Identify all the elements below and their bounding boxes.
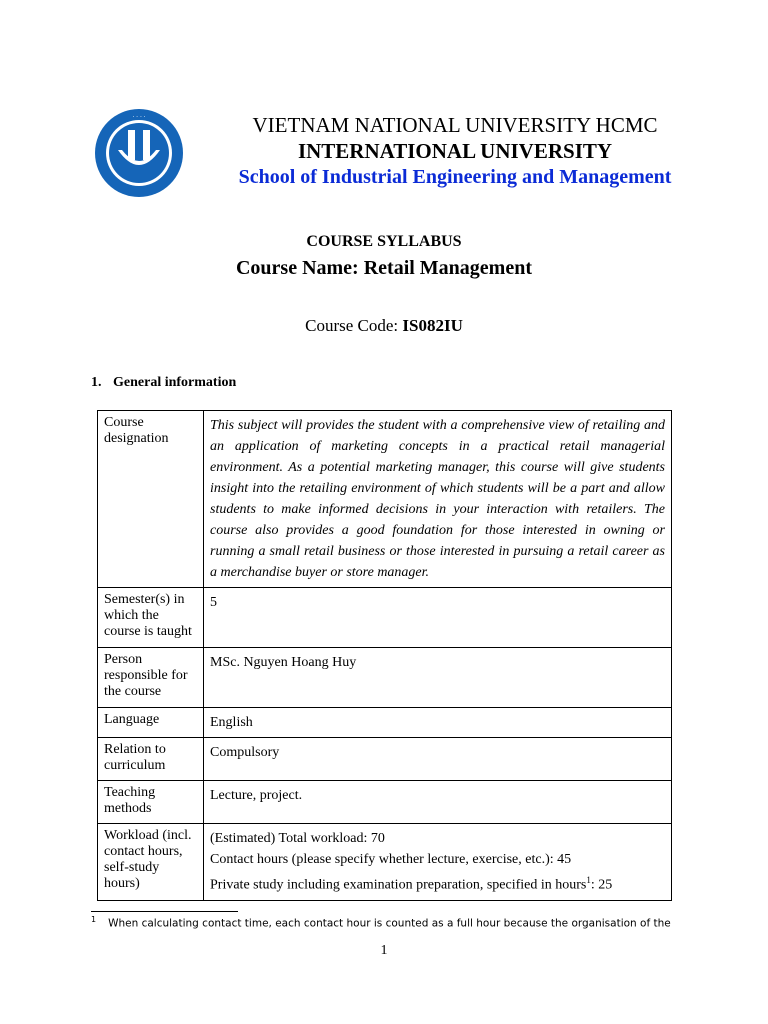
row-value: Compulsory xyxy=(204,738,672,781)
row-value xyxy=(204,824,672,901)
svg-text:· · · ·: · · · · xyxy=(132,114,146,121)
section-heading xyxy=(91,375,236,391)
footnote-ref[interactable]: 1 xyxy=(586,875,591,885)
private-study-hours: : 25 xyxy=(590,877,613,893)
table-row xyxy=(98,588,672,648)
footnote-text: When calculating contact time, each contact hour is counted as a full hour because the organisation of the xyxy=(108,917,671,930)
syllabus-label: COURSE SYLLABUS xyxy=(306,233,462,250)
row-value: This subject will provides the student with a comprehensive view of retailing and an application of marketing concepts in a practical retail managerial environment. As a potential marketing manager, this course will give students insight into the retailing environment of which students will be a part and allow students to make informed decisions in your interaction with retailers. The course also provides a good foundation for those interested in owning or running a small retail business or those interested in pursuing a retail career as a merchandise buyer or store manager. xyxy=(204,411,672,588)
national-university-name: VIETNAM NATIONAL UNIVERSITY HCMC xyxy=(252,113,658,137)
row-value: 5 xyxy=(204,588,672,648)
table-row xyxy=(98,708,672,738)
row-key: Person responsible for the course xyxy=(98,648,204,708)
footnote-separator xyxy=(91,911,238,912)
general-info-table xyxy=(97,410,672,901)
total-workload: (Estimated) Total workload: 70 xyxy=(210,831,385,846)
page-number: 1 xyxy=(380,943,388,958)
row-key: Language xyxy=(98,708,204,738)
row-value: Lecture, project. xyxy=(204,781,672,824)
university-header xyxy=(205,112,705,190)
private-study-line xyxy=(210,870,665,896)
row-value: English xyxy=(204,708,672,738)
row-value: MSc. Nguyen Hoang Huy xyxy=(204,648,672,708)
footnote-marker: 1 xyxy=(91,915,97,924)
course-code: IS082IU xyxy=(402,316,463,335)
row-key: Workload (incl. contact hours, self-study hours) xyxy=(98,824,204,901)
school-name: School of Industrial Engineering and Management xyxy=(238,166,672,188)
course-code-label: Course Code: xyxy=(305,316,403,335)
course-code-line xyxy=(0,316,768,336)
course-name: Course Name: Retail Management xyxy=(235,257,533,279)
section-number: 1. xyxy=(91,375,102,390)
university-logo xyxy=(94,108,184,198)
row-key: Semester(s) in which the course is taught xyxy=(98,588,204,648)
table-row xyxy=(98,648,672,708)
international-university-name: INTERNATIONAL UNIVERSITY xyxy=(297,139,613,163)
private-study-label: Private study including examination preparation, specified in hours xyxy=(210,877,587,893)
row-key: Relation to curriculum xyxy=(98,738,204,781)
table-row xyxy=(98,738,672,781)
row-key: Teaching methods xyxy=(98,781,204,824)
table-row xyxy=(98,411,672,588)
table-row xyxy=(98,781,672,824)
table-row xyxy=(98,824,672,901)
contact-hours: Contact hours (please specify whether lecture, exercise, etc.): 45 xyxy=(210,852,572,867)
footnote xyxy=(91,915,679,930)
section-title: General information xyxy=(113,375,237,390)
row-key: Course designation xyxy=(98,411,204,588)
